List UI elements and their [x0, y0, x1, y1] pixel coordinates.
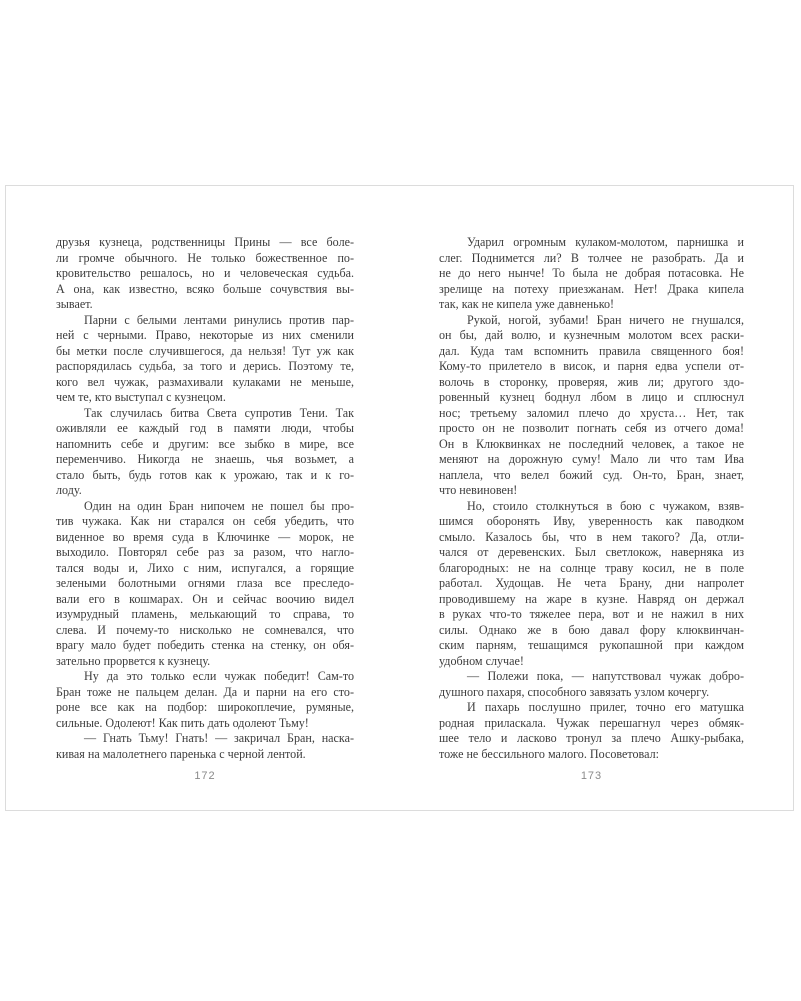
paragraph [439, 499, 744, 670]
text-line: он бы, дай волю, и кузнечным молотом всех раски- [439, 328, 744, 342]
text-line: кого вел чужак, размахивали кулаками не меньше, [56, 374, 354, 389]
paragraph [439, 700, 744, 762]
text-line: напомнить себе и другим: все зыбко в мире, все [56, 436, 354, 451]
text-line: стало быть, будь готов как к урожаю, так и к го- [56, 467, 354, 482]
text-line: так, как не кипела уже давненько! [439, 297, 615, 311]
text-line: шимся оборонять Иву, уверенность как паводком [439, 514, 744, 528]
text-line: волочь в сторонку, проверяя, жив ли; другого здо- [439, 374, 744, 389]
text-line: Ударил огромным кулаком-молотом, парнишка и [467, 235, 744, 249]
text-line: роне все как на подбор: широкоплечие, румяные, [56, 700, 354, 714]
text-line: силы. Однако же в бою давал фору клюквинчан- [439, 622, 744, 637]
text-line: Так случилась битва Света супротив Тени. Так [84, 405, 354, 420]
text-line: бы метки после случившегося, да нельзя! Тут уж как [56, 343, 354, 358]
text-line: ровенный кузнец боднул лбом в лицо и сплюснул [439, 390, 744, 404]
text-line: удобном случае! [439, 653, 524, 668]
text-line: зательно прорвется к кузнецу. [56, 653, 211, 668]
paragraph [439, 313, 744, 499]
text-line: тоже не бессильного малого. Посоветовал: [439, 746, 659, 761]
paragraph [56, 406, 354, 499]
paragraph [439, 669, 744, 700]
text-block [439, 235, 744, 762]
text-line: врагу мало будет победить стенка на стенку, он обя- [56, 638, 354, 652]
page-number-right: 173 [580, 770, 603, 782]
text-line: изумрудный пламень, мелькающий то справа, то [56, 607, 354, 621]
text-line: А она, как известно, всяко больше сочувствия вы- [56, 281, 354, 296]
text-line: благородных: не на солнце траву косил, не в поле [439, 560, 744, 575]
text-line: сильные. Одолеют! Как пить дать одолеют Тьму! [56, 715, 309, 730]
text-line: — Полежи пока, — напутствовал чужак добро- [467, 669, 744, 683]
text-line: в руках что-то тяжелее пера, вот и не нажил в них [439, 607, 744, 621]
text-block [56, 235, 354, 762]
text-line: дал. Куда там вспомнить правила священного боя! [439, 343, 744, 358]
text-line: чался от деревенских. Был светлокож, наверняка из [439, 545, 744, 559]
page-right [401, 186, 794, 810]
paragraph [56, 731, 354, 762]
text-line: зрелище на потеху приезжанам. Нет! Драка кипела [439, 281, 744, 296]
text-line: Парни с белыми лентами ринулись против пар- [84, 312, 354, 327]
paragraph [56, 235, 354, 313]
text-line: Он в Клюквинках не последний человек, а такое не [439, 436, 744, 451]
page-number-left: 172 [194, 770, 216, 782]
text-line: просто он не позволит погнать себя из отчего дома! [439, 421, 744, 435]
page-left [6, 186, 401, 810]
text-line: меняют на дорожную суму! Мало ли что там Ива [439, 452, 744, 466]
text-line: слег. Поднимется ли? В толчее не разобрать. Да и [439, 250, 744, 265]
paragraph [56, 313, 354, 406]
book-spread [5, 185, 794, 811]
text-line: ским парням, тешащимся рукопашной при каждом [439, 638, 744, 652]
text-line: И пахарь послушно прилег, точно его матушка [467, 700, 744, 714]
text-line: виденное во время суда в Ключинке — морок, не [56, 529, 354, 544]
text-line: Один на один Бран нипочем не пошел бы про- [84, 498, 354, 513]
text-line: проводившему на жаре в кузне. Навряд он держал [439, 591, 744, 606]
text-line: лоду. [56, 483, 82, 497]
text-line: не до него нынче! То была не добрая потасовка. Не [439, 266, 744, 280]
text-line: Рукой, ногой, зубами! Бран ничего не гнушался, [467, 312, 744, 327]
text-line: ней с черными. Право, некоторые из них сменили [56, 328, 354, 342]
text-line: Но, стоило столкнуться в бою с чужаком, взяв- [467, 498, 744, 513]
text-line: нос; третьему заломил плечо до хруста… Нет, так [439, 405, 744, 420]
text-line: тив чужака. Как ни старался он себя убедить, что [56, 514, 354, 528]
text-line: работал. Худощав. Не чета Брану, дни напролет [439, 576, 744, 590]
text-line: оживляли ее каждый год в памяти люди, чтобы [56, 421, 354, 435]
text-line: родная приласкала. Чужак перешагнул через обмяк- [439, 715, 744, 730]
text-line: — Гнать Тьму! Гнать! — закричал Бран, наска- [84, 731, 354, 745]
text-line: душного пахаря, способного завязать узлом кочергу. [439, 684, 710, 699]
text-line: кивая на малолетнего паренька с черной лентой. [56, 746, 306, 761]
text-line: зывает. [56, 297, 93, 311]
text-line: переменчиво. Никогда не знаешь, чья возьмет, а [56, 452, 354, 466]
text-line: ли громче обычного. Не только божественное по- [56, 250, 354, 265]
paragraph [56, 499, 354, 670]
text-line: Ну да это только если чужак победит! Сам-то [84, 669, 354, 683]
text-line: шее тело и ласково тронул за плечо Ашку-рыбака, [439, 731, 744, 745]
text-line: слева. И почему-то нисколько не сомневался, что [56, 622, 354, 637]
paragraph [439, 235, 744, 313]
paragraph [56, 669, 354, 731]
text-line: Бран тоже не пальцем делан. Да и парни на его сто- [56, 684, 354, 699]
text-line: кровительство решалось, но и человеческая судьба. [56, 266, 354, 280]
text-line: распорядилась судьба, за того и дерись. Поэтому те, [56, 359, 354, 373]
text-line: смыло. Казалось бы, что в нем такого? Да, отли- [439, 529, 744, 544]
text-line: наплела, что велел божий суд. Он-то, Бран, знает, [439, 467, 744, 482]
text-line: Кому-то прилетело в висок, и парня едва успели от- [439, 359, 744, 373]
text-line: чем те, кто выступал с кузнецом. [56, 390, 226, 404]
text-line: выходило. Повторял себе раз за разом, что нагло- [56, 545, 354, 559]
text-line: зелеными болотными огнями глаза все преследо- [56, 576, 354, 590]
text-line: вали его в кошмарах. Он и сейчас воочию видел [56, 591, 354, 606]
text-line: тался воды и, Лихо с ним, испугался, а горящие [56, 560, 354, 575]
text-line: друзья кузнеца, родственницы Прины — все боле- [56, 235, 354, 249]
text-line: что невиновен! [439, 483, 518, 497]
